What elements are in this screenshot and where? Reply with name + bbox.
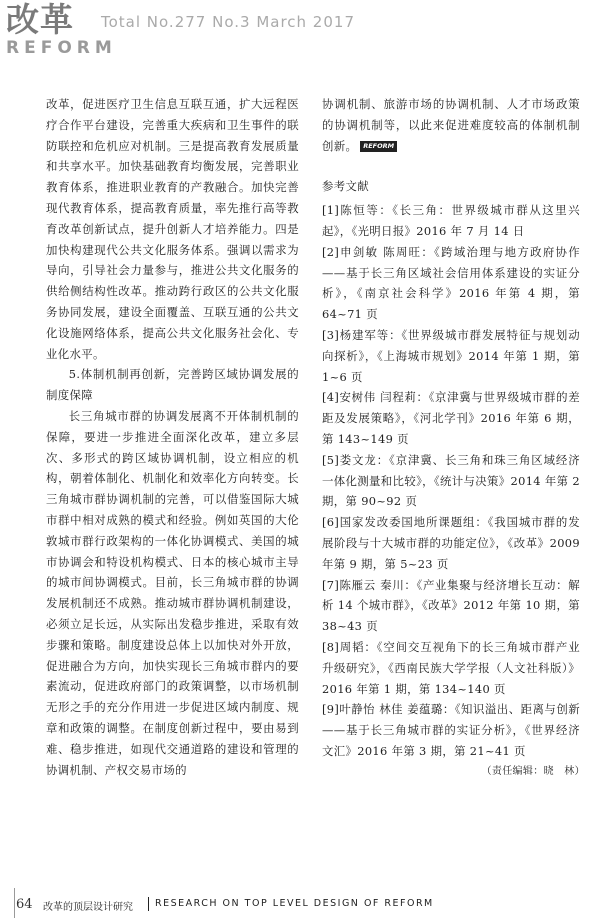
journal-logo-english: REFORM: [6, 38, 117, 58]
page-footer: [0, 888, 611, 918]
right-column: [322, 94, 585, 783]
column-name-en: RESEARCH ON TOP LEVEL DESIGN OF REFORM: [155, 898, 434, 909]
reference-list: [322, 200, 580, 762]
reference-item: [3]杨建军等：《世界级城市群发展特征与规划动向探析》，《上海城市规划》2014 年第 1 期，第 1~6 页: [322, 327, 580, 384]
column-name-cn: 改革的顶层设计研究: [43, 902, 133, 913]
page-fold-mark: [0, 888, 15, 918]
reference-item: [5]娄文龙：《京津冀、长三角和珠三角区域经济一体化测量和比较》，《统计与决策》2014 年第 2 期，第 90~92 页: [322, 452, 580, 509]
journal-logo: 改革: [6, 0, 74, 39]
body-paragraph: 长三角城市群的协调发展离不开体制机制的保障，要进一步推进全面深化改革，建立多层次、多形式的跨区域协调机制，设立相应的机构，朝着体制化、机制化和效率化方向转变。长三角城市群协调机制的完善，可以借鉴国际大城市群中相对成熟的模式和经验。例如英国的大伦敦城市群行政架构的一体化协调模式、美国的城市协调会和特设机构模式、日本的核心城市主导的城市间协调模式。目前，长三角城市群的协调发展机制还不成熟。推动城市群协调机制建设，必须立足长远，从实际出发稳步推进，采取有效步骤和策略。制度建设总体上以加快对外开放，促进融合为方向，加快实现长三角城市群内的要素流动，促进政府部门的政策调整，以市场机制无形之手的充分作用进一步促进区域内制度、规章和政策的调整。在制度创新过程中，要由易到难、稳步推进，如现代交通道路的建设和管理的协调机制、产权交易市场的: [46, 408, 299, 777]
section-heading: 5.体制机制再创新，完善跨区域协调发展的制度保障: [46, 367, 299, 403]
footer-divider: [148, 897, 149, 911]
page-number: 64: [16, 897, 33, 912]
reference-item: [9]叶静怡 林佳 姜蕴璐：《知识溢出、距离与创新——基于长三角城市群的实证分析》，《世界经济文汇》2016 年第 3 期，第 21~41 页: [322, 702, 580, 758]
reference-item: [7]陈雁云 秦川：《产业集聚与经济增长互动：解析 14 个城市群》，《改革》2012 年第 10 期，第 38~43 页: [322, 577, 580, 634]
masthead: [0, 0, 611, 70]
end-mark-logo: REFORM: [360, 141, 397, 152]
left-column: [46, 94, 299, 780]
reference-item: [1]陈恒等：《长三角：世界级城市群从这里兴起》，《光明日报》2016 年 7 月 14 日: [322, 203, 580, 238]
reference-item: [6]国家发改委国地所课题组：《我国城市群的发展阶段与十大城市群的功能定位》，《改革》2009 年第 9 期，第 5~23 页: [322, 515, 580, 571]
references-title: 参考文献: [322, 179, 369, 194]
editor-credit: （责任编辑：晓 林）: [481, 765, 585, 777]
body-paragraph: [322, 94, 580, 156]
reference-item: [8]周韬：《空间交互视角下的长三角城市群产业升级研究》，《西南民族大学学报（人文社科版）》2016 年第 1 期，第 134~140 页: [322, 639, 580, 696]
issue-info: Total No.277 No.3 March 2017: [101, 13, 355, 31]
paragraph-text: 协调机制、旅游市场的协调机制、人才市场政策的协调机制等，以此来促进难度较高的体制机制创新。: [322, 97, 580, 153]
body-paragraph: 改革，促进医疗卫生信息互联互通，扩大远程医疗合作平台建设，完善重大疾病和卫生事件的联防联控和危机应对机制。三是提高教育发展质量和共享水平。加快基础教育均衡发展，完善职业教育体系，推进职业教育的产教融合。加快完善现代教育体系，提高教育质量，率先推行高等教育改革创新试点，提升创新人才培养能力。四是加快构建现代公共文化服务体系。强调以需求为导向，引导社会力量参与，推进公共文化服务的供给侧结构性改革。推动跨行政区的公共文化服务协同发展，建设全面覆盖、互联互通的公共文化设施网络体系，提高公共文化服务社会化、专业化水平。: [46, 97, 299, 361]
reference-item: [2]申剑敏 陈周旺：《跨域治理与地方政府协作——基于长三角区域社会信用体系建设的实证分析》，《南京社会科学》2016 年第 4 期，第 64~71 页: [322, 244, 580, 322]
reference-item: [4]安树伟 闫程莉：《京津冀与世界级城市群的差距及发展策略》，《河北学刊》2016 年第 6 期，第 143~149 页: [322, 390, 580, 446]
